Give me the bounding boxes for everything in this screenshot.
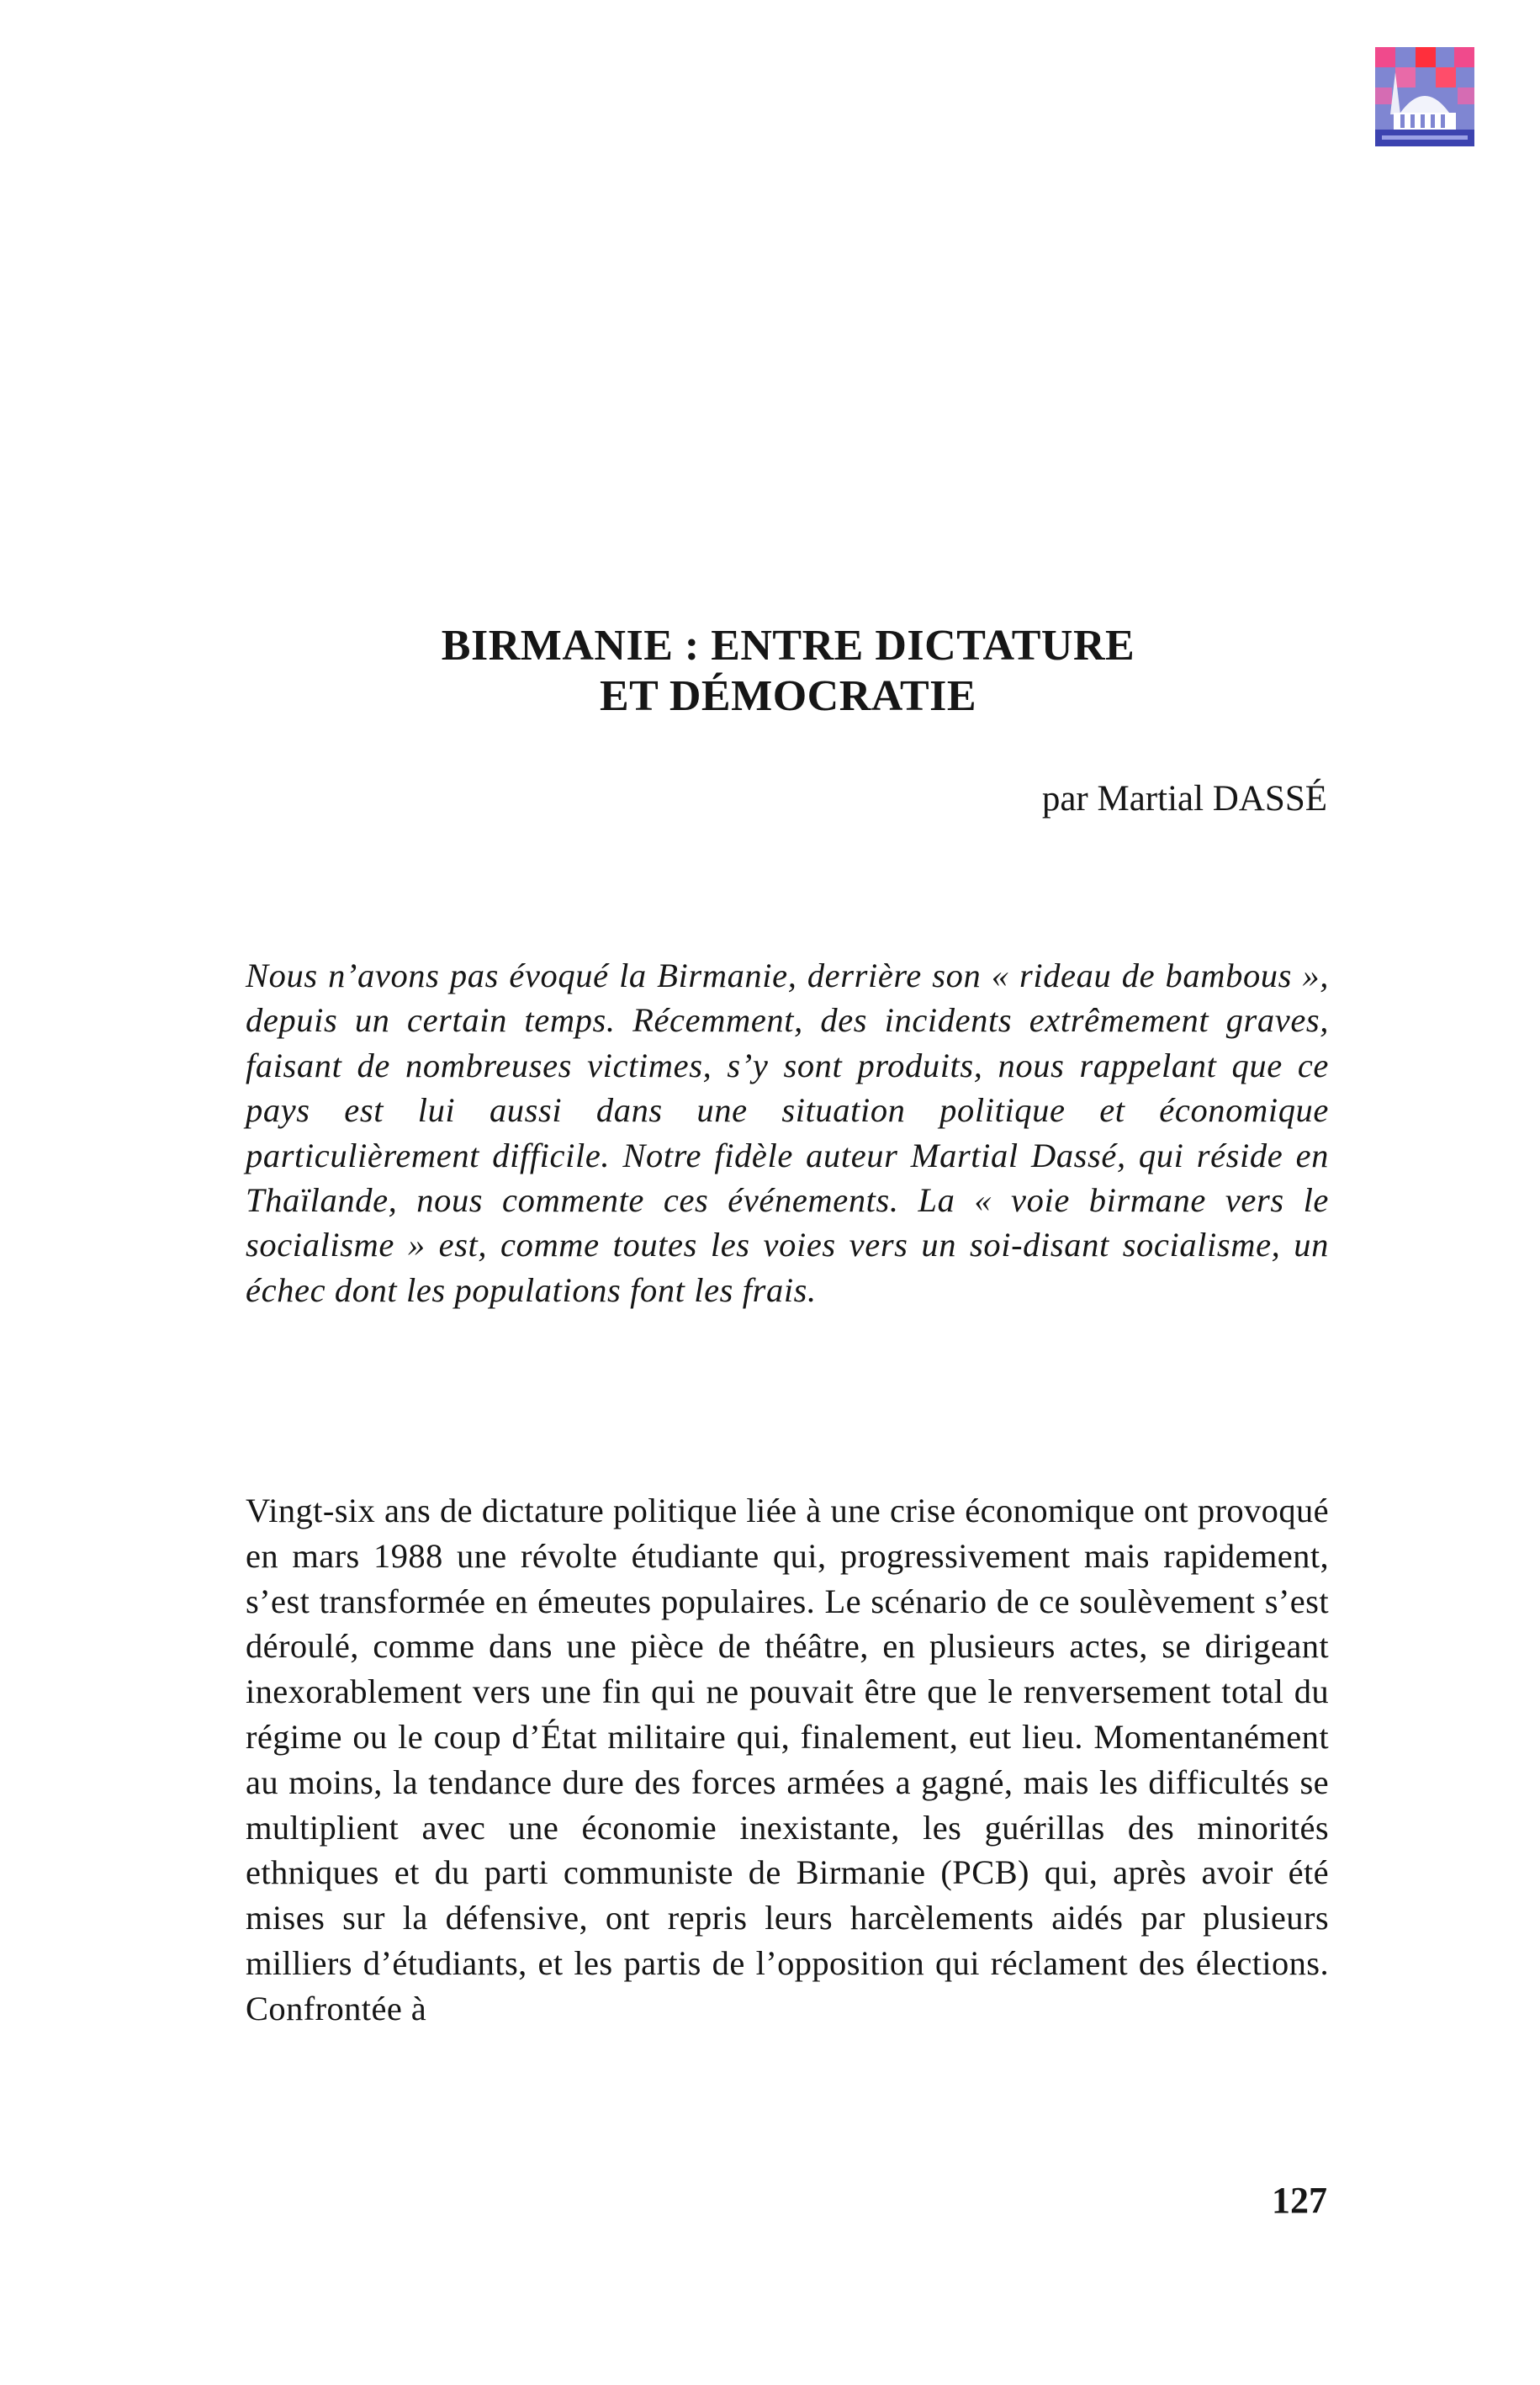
- library-logo-icon: [1375, 47, 1474, 146]
- article-title-line-2: ET DÉMOCRATIE: [599, 672, 977, 720]
- body-paragraph: Vingt-six ans de dictature politique liée à une crise économique ont provoqué en mars 1988 une révolte étudiante qui, progressivement mais rapidement, s’est transformée en émeutes populaires. Le scénario de ce soulèvement s’est déroulé, comme dans une pièce de théâtre, en plusieurs actes, se dirigeant inexorablement vers une fin qui ne pouvait être que le renversement total du régime ou le coup d’État militaire qui, finalement, eut lieu. Momentanément au moins, la tendance dure des forces armées a gagné, mais les difficultés se multiplient avec une économie inexistante, les guérillas des minorités ethniques et du parti communiste de Birmanie (PCB) qui, après avoir été mises sur la défensive, ont repris leurs harcèlements aidés par plusieurs milliers d’étudiants, et les partis de l’opposition qui réclament des élections. Confrontée à: [246, 1492, 1329, 2027]
- article-title: [246, 621, 1331, 722]
- page-number: 127: [1272, 2180, 1327, 2221]
- author-byline: par Martial DASSÉ: [1041, 779, 1327, 819]
- article-title-line-1: BIRMANIE : ENTRE DICTATURE: [441, 622, 1135, 670]
- introductory-paragraph: Nous n’avons pas évoqué la Birmanie, derrière son « rideau de bambous », depuis un certain temps. Récemment, des incidents extrêmement graves, faisant de nombreuses victimes, s’y sont produits, nous rappelant que ce pays est lui aussi dans une situation politique et économique particulièrement difficile. Notre fidèle auteur Martial Dassé, qui réside en Thaïlande, nous commente ces événements. La « voie birmane vers le socialisme » est, comme toutes les voies vers un soi-disant socialisme, un échec dont les populations font les frais.: [246, 957, 1329, 1309]
